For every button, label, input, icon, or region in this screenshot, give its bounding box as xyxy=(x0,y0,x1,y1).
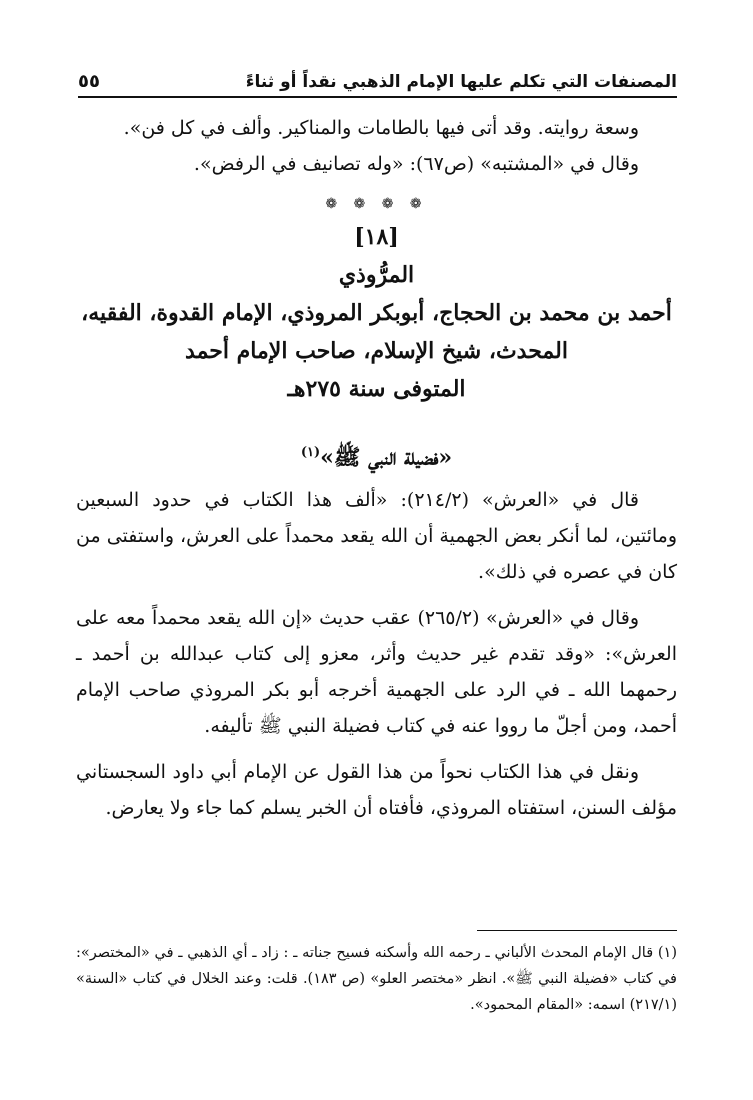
page-body xyxy=(76,110,677,826)
paragraph-5: ونقل في هذا الكتاب نحواً من هذا القول عن الإمام أبي داود السجستاني مؤلف السنن، استفتاه المروذي، فأفتاه أن الخبر يسلم كما جاء ولا يعارض. xyxy=(76,761,677,820)
footnote-divider xyxy=(477,930,677,931)
section-title-text: «فضيلة النبي ﷺ» xyxy=(320,444,453,471)
page-number: ٥٥ xyxy=(78,71,100,92)
entry-number: [١٨] xyxy=(354,224,399,250)
paragraph-1: وسعة روايته. وقد أتى فيها بالطامات والمناكير. وألف في كل فن». xyxy=(123,117,639,139)
separator-ornament: ❁ ❁ ❁ ❁ xyxy=(325,196,428,212)
footnote: (١) قال الإمام المحدث الألباني ـ رحمه الله وأسكنه فسيح جناته ـ : زاد ـ أي الذهبي ـ في «المختصر»: في كتاب «فضيلة النبي ﷺ». انظر «مختصر العلو» (ص ١٨٣). قلت: وعند الخلال في كتاب «السنة» (٢١٧/١) اسمه: «المقام المحمود». xyxy=(76,945,677,1013)
section-title xyxy=(76,434,677,476)
running-title: المصنفات التي تكلم عليها الإمام الذهبي نقداً أو ثناءً xyxy=(245,72,677,92)
paragraph-4: وقال في «العرش» (٢٦٥/٢) عقب حديث «إن الله يقعد محمداً معه على العرش»: «وقد تقدم غير حديث وأثر، معزو إلى كتاب عبدالله بن أحمد ـ رحمهما الله ـ في الرد على الجهمية أخرجه أبو بكر المروذي صاحب الإمام أحمد، ومن أجلّ ما رووا عنه في كتاب فضيلة النبي ﷺ تأليفه. xyxy=(76,607,677,738)
footnote-ref: (١) xyxy=(300,445,321,460)
paragraph-3: قال في «العرش» (٢١٤/٢): «ألف هذا الكتاب في حدود السبعين ومائتين، لما أنكر بعض الجهمية أن الله يقعد محمداً على العرش، واستفتى من كان في عصره في ذلك». xyxy=(76,489,677,584)
running-header xyxy=(78,58,677,98)
entry-description: أحمد بن محمد بن الحجاج، أبوبكر المروذي، الإمام القدوة، الفقيه، المحدث، شيخ الإسلام، صاحب الإمام أحمد xyxy=(81,300,672,364)
paragraph-2: وقال في «المشتبه» (ص٦٧): «وله تصانيف في الرفض». xyxy=(193,153,639,175)
entry-name: المرُّوذي xyxy=(338,262,415,288)
entry-death-year: المتوفى سنة ٢٧٥هـ xyxy=(287,376,466,402)
